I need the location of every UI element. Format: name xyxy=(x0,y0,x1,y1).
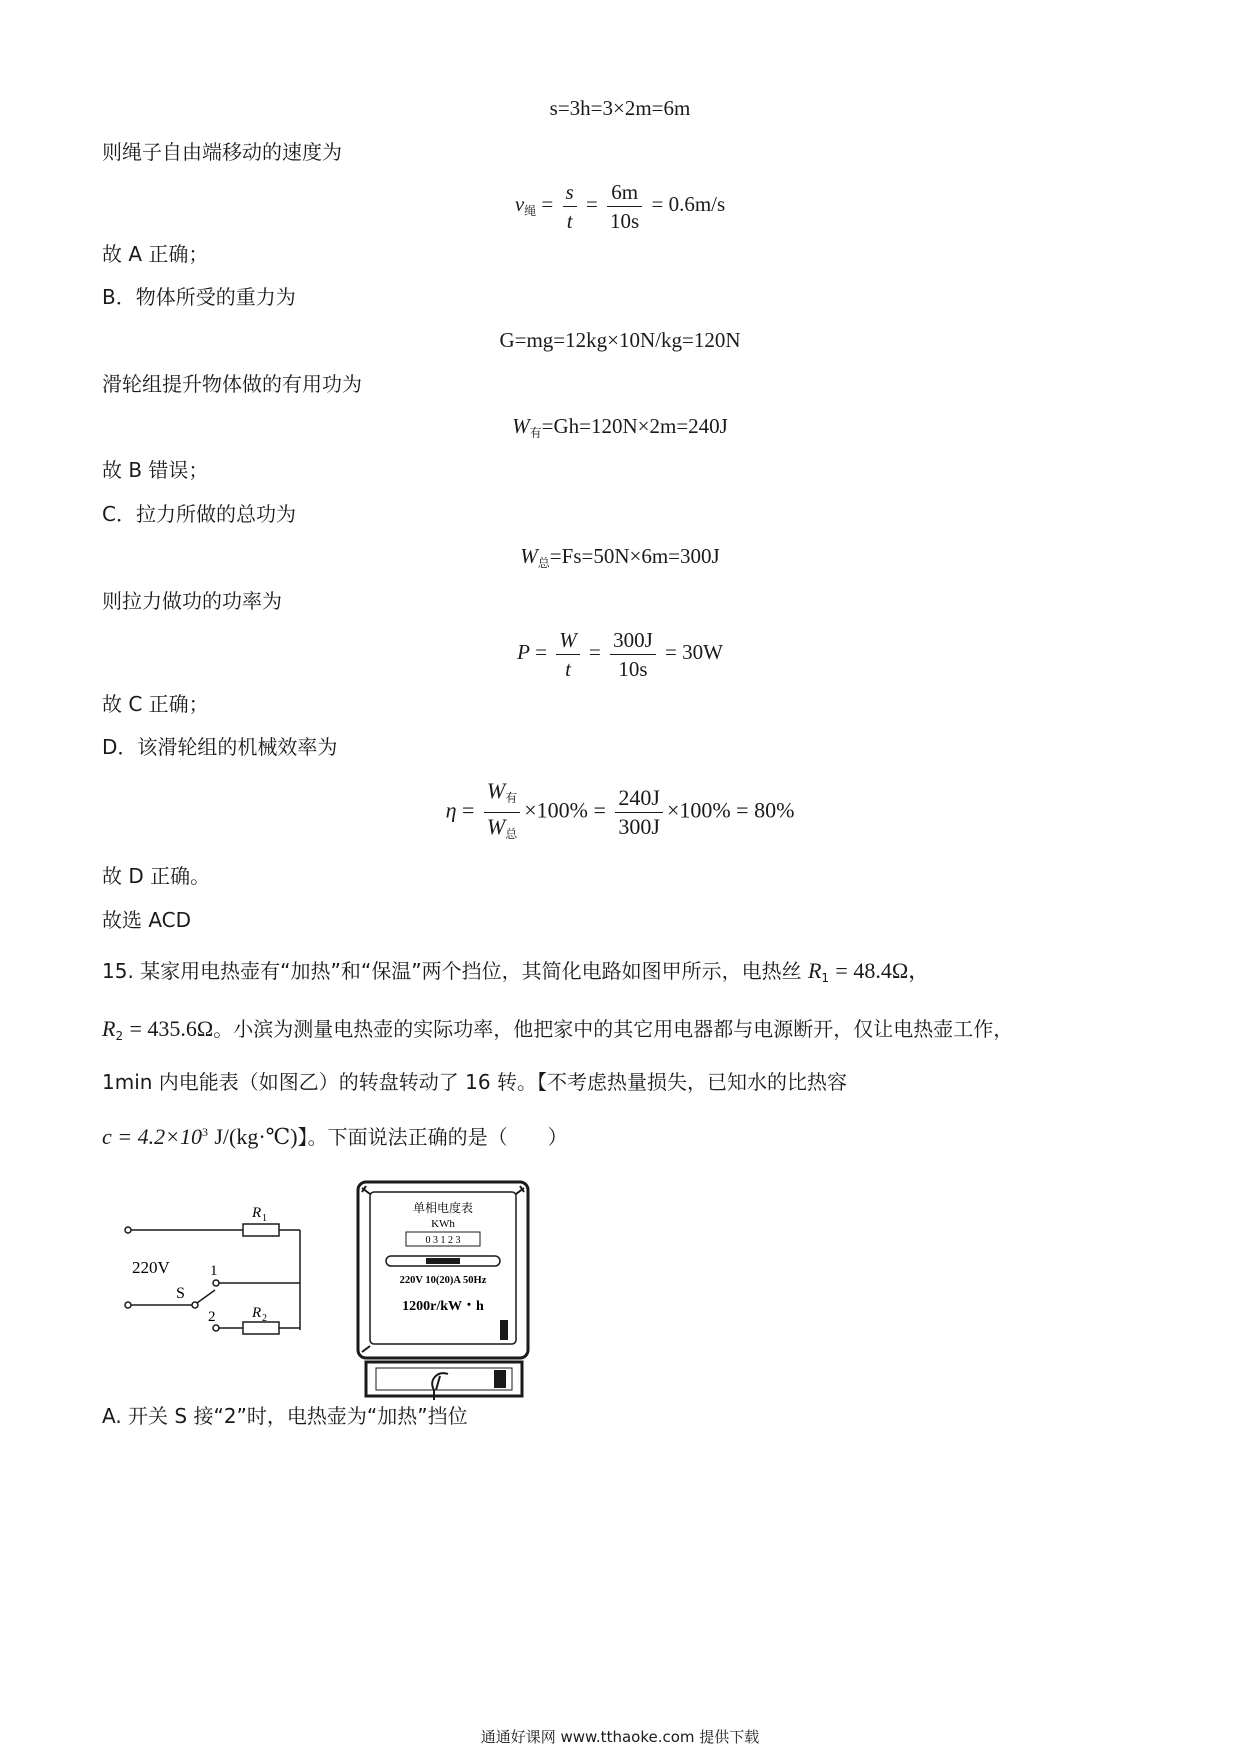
equation-velocity: $v_绳$ = $\frac{s}{t}$ = $\frac{6m}{10s}$ = 0.6m/s xyxy=(514,179,726,233)
question-15-line-4: $c = 4.2\times 10^3$ J/(kg·℃)】。下面说法正确的是（ ） xyxy=(102,1124,568,1149)
question-15-line-2: $R_2 = 435.6\Omega$。小滨为测量电热壶的实际功率，他把家中的其它用电器都与电源断开，仅让电热壶工作， xyxy=(102,1016,1014,1043)
paragraph-d-heading: D．该滑轮组的机械效率为 xyxy=(102,735,338,759)
fraction-w-over-t: $\frac{W}{t}$ xyxy=(556,627,580,682)
meter-unit: KWh xyxy=(431,1218,455,1230)
electricity-meter xyxy=(356,1180,531,1402)
paragraph-d-correct: 故 D 正确。 xyxy=(102,864,211,888)
equation-efficiency: η = $\frac{W_有}{W_总}$ ×100% = $\frac{240J}{300J}$ ×100% = 80% xyxy=(0,778,1240,840)
paragraph-power: 则拉力做功的功率为 xyxy=(102,589,282,613)
option-a: A. 开关 S 接“2”时，电热壶为“加热”挡位 xyxy=(102,1404,468,1428)
equation-distance: s=3h=3×2m=6m xyxy=(549,96,691,120)
switch-label: S xyxy=(176,1285,185,1302)
paragraph-b-heading: B．物体所受的重力为 xyxy=(102,285,296,309)
r1-label: R xyxy=(252,1205,262,1221)
paragraph-b-wrong: 故 B 错误； xyxy=(102,458,209,482)
meter-title: 单相电度表 xyxy=(412,1201,474,1215)
meter-rate: 1200r/kW・h xyxy=(402,1299,484,1314)
r2-subscript: 2 xyxy=(262,1313,267,1324)
equation-gravity: G=mg=12kg×10N/kg=120N xyxy=(499,328,741,352)
contact-2 xyxy=(213,1325,219,1331)
meter-spec: 220V 10(20)A 50Hz xyxy=(399,1275,487,1286)
paragraph-c-heading: C．拉力所做的总功为 xyxy=(102,502,296,526)
fraction-s-over-t: $\frac{s}{t}$ xyxy=(563,179,577,234)
paragraph-rope-speed: 则绳子自由端移动的速度为 xyxy=(102,140,342,164)
equation-useful-work: $W_有=Gh=120N\times 2m=240J$ xyxy=(512,414,728,440)
terminal-top xyxy=(125,1227,131,1233)
contact-1-label: 1 xyxy=(210,1263,218,1279)
circuit-diagram xyxy=(118,1195,313,1350)
contact-2-label: 2 xyxy=(208,1309,216,1325)
switch-s xyxy=(197,1290,215,1303)
equation-total-work: $W_总=Fs=50N\times 6m=300J$ xyxy=(520,544,720,570)
voltage-label: 220V xyxy=(132,1258,170,1277)
r2-label: R xyxy=(252,1305,262,1321)
question-15-line-1: 15. 某家用电热壶有“加热”和“保温”两个挡位，其简化电路如图甲所示，电热丝 $R_1 = 48.4\Omega$， xyxy=(102,958,931,985)
r1-subscript: 1 xyxy=(262,1213,267,1224)
meter-reading: 0 3 1 2 3 xyxy=(425,1235,461,1246)
fraction-300j-over-10s: $\frac{300J}{10s}$ xyxy=(610,627,656,682)
resistor-r2 xyxy=(243,1322,279,1334)
terminal-bottom xyxy=(125,1302,131,1308)
resistor-r1 xyxy=(243,1224,279,1236)
page-footer: 通通好课网 www.tthaoke.com 提供下载 xyxy=(480,1728,760,1746)
fraction-6m-over-10s: $\frac{6m}{10s}$ xyxy=(607,179,642,234)
paragraph-answer: 故选 ACD xyxy=(102,908,192,932)
equation-power: P = $\frac{W}{t}$ = $\frac{300J}{10s}$ = 30W xyxy=(517,627,723,681)
paragraph-c-correct: 故 C 正确； xyxy=(102,692,209,716)
fraction-240j-over-300j: $\frac{240J}{300J}$ xyxy=(615,785,663,840)
paragraph-useful-work: 滑轮组提升物体做的有用功为 xyxy=(102,372,362,396)
question-15-line-3: 1min 内电能表（如图乙）的转盘转动了 16 转。【不考虑热量损失，已知水的比热容 xyxy=(102,1070,847,1094)
fraction-w-useful-over-w-total: $\frac{W_有}{W_总}$ xyxy=(484,778,520,847)
paragraph-a-correct: 故 A 正确； xyxy=(102,242,209,266)
contact-1 xyxy=(213,1280,219,1286)
